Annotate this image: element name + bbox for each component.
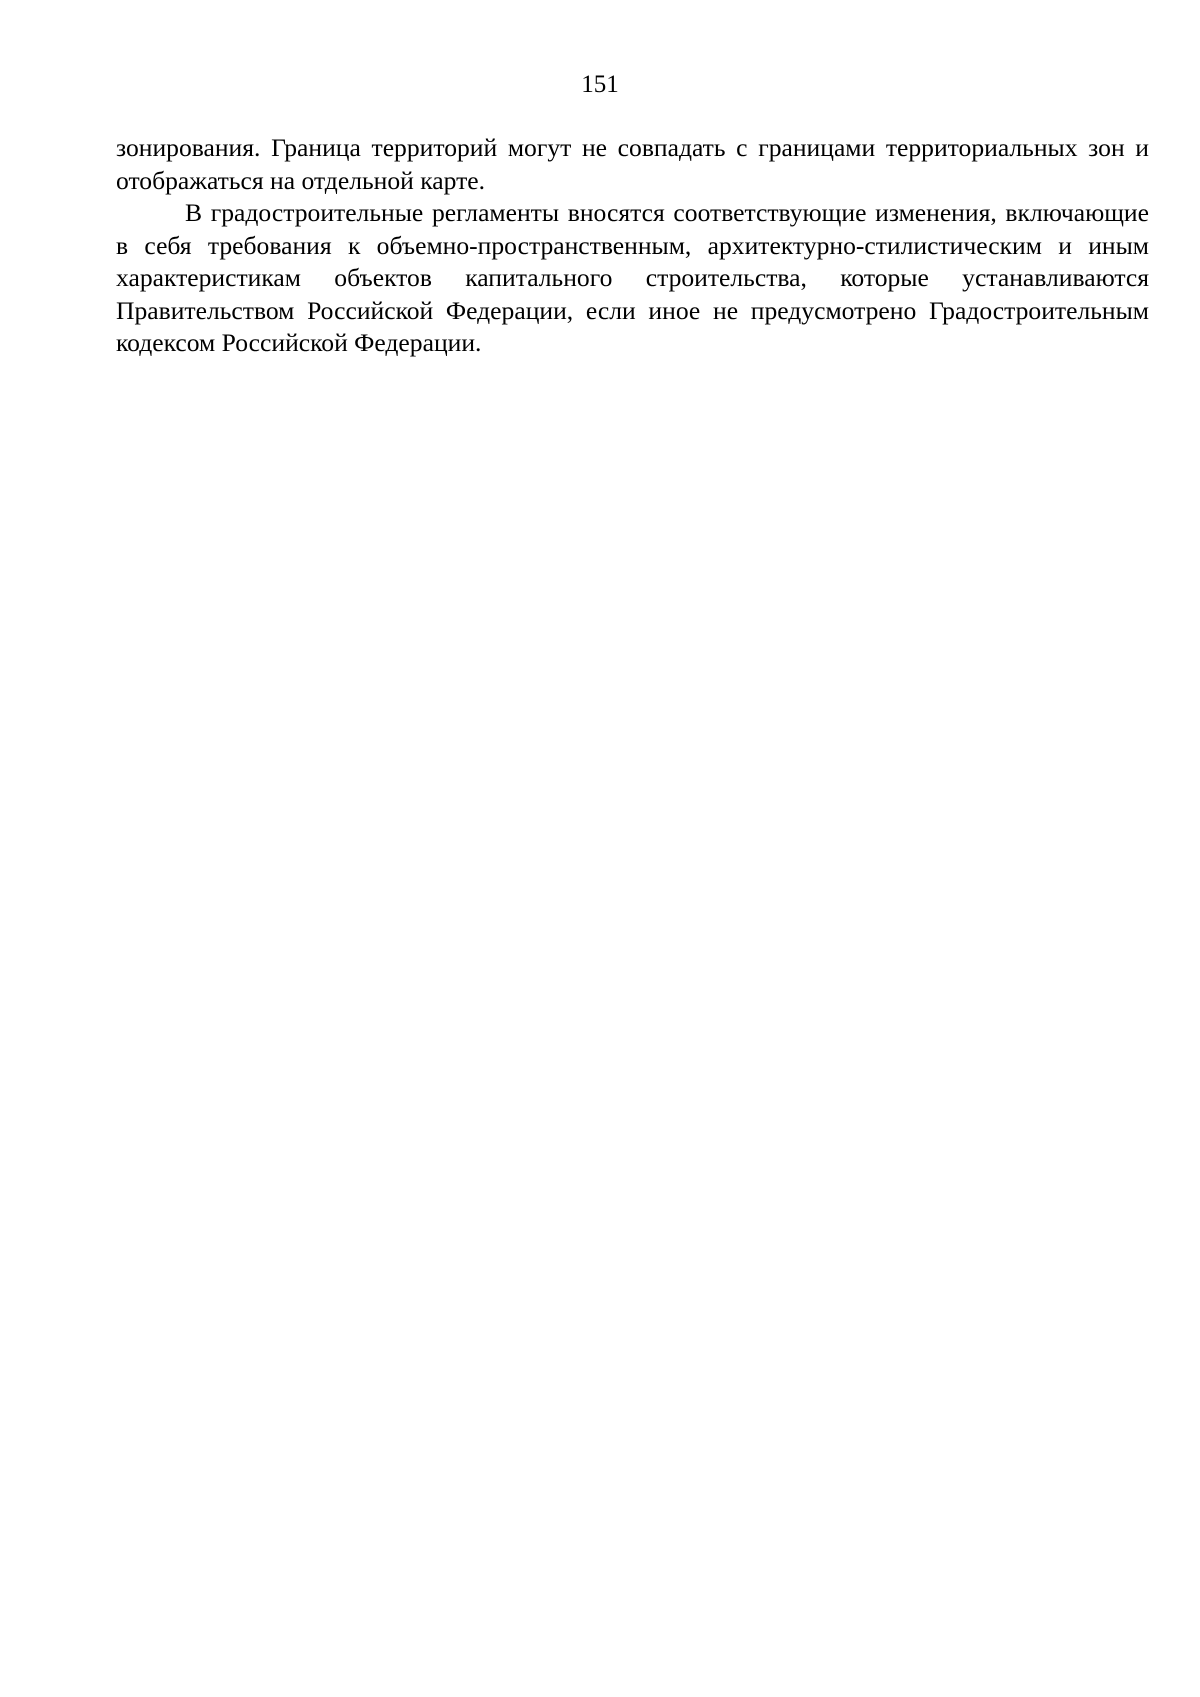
paragraph-2: В градостроительные регламенты вносятся соответствующие изменения, включающие в себя требования к объемно-пространственным, архитектурно-стилистическим и иным характеристикам объектов капитального строительства, которые устанавливаются Правительством Российской Федерации, если иное не предусмотрено Градостроительным кодексом Российской Федерации. [116,198,1149,357]
page-number: 151 [581,71,619,98]
body-text [116,132,1149,360]
paragraph-1: зонирования. Граница территорий могут не совпадать с границами территориальных зон и отображаться на отдельной карте. [116,133,1149,195]
